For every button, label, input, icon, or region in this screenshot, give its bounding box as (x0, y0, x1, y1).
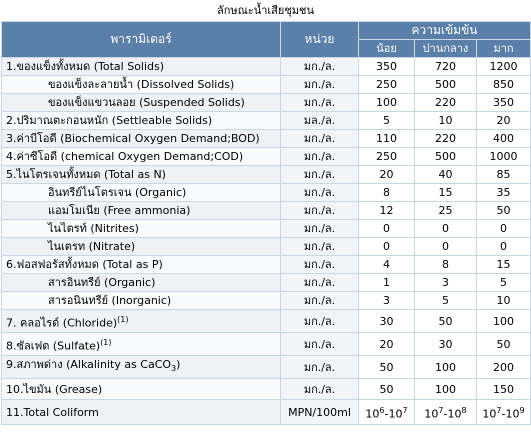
table-row (2, 400, 531, 425)
row-medium (415, 400, 477, 425)
row-parameter: 11.Total Coliform (2, 400, 281, 425)
row-unit: มก./ล. (281, 148, 359, 166)
row-low: 50 (359, 379, 415, 400)
row-unit: มก./ล. (281, 184, 359, 202)
base: -10 (443, 407, 462, 421)
row-unit: มก./ล. (281, 202, 359, 220)
param-text: 7. คลอไรด์ (Chloride) (6, 316, 118, 330)
row-high: 1200 (477, 58, 531, 76)
row-unit: มก./ล. (281, 310, 359, 333)
row-medium: 15 (415, 184, 477, 202)
row-low: 12 (359, 202, 415, 220)
footnote-mark: (1) (100, 337, 112, 347)
exp: 7 (438, 405, 444, 415)
row-unit: มก./ล. (281, 356, 359, 379)
row-low: 0 (359, 220, 415, 238)
row-unit: มก./ล. (281, 256, 359, 274)
row-unit: มก./ล. (281, 76, 359, 94)
row-high: 15 (477, 256, 531, 274)
row-unit: มก./ล. (281, 238, 359, 256)
row-low: 110 (359, 130, 415, 148)
row-unit: มก./ล. (281, 333, 359, 356)
base: 10 (424, 407, 439, 421)
row-high: 5 (477, 274, 531, 292)
param-tail: ) (176, 358, 181, 372)
base: -10 (384, 407, 403, 421)
row-low: 5 (359, 112, 415, 130)
table-row (2, 202, 531, 220)
row-medium: 0 (415, 238, 477, 256)
row-unit: มก./ล. (281, 58, 359, 76)
row-parameter: แอมโมเนีย (Free ammonia) (2, 202, 281, 220)
footnote-mark: (1) (117, 314, 129, 324)
table-title: ลักษณะน้ำเสียชุมชน (0, 0, 531, 22)
row-parameter: 4.ค่าซีโอดี (chemical Oxygen Demand;COD) (2, 148, 281, 166)
row-low: 30 (359, 310, 415, 333)
row-high: 20 (477, 112, 531, 130)
row-parameter (2, 333, 281, 356)
wastewater-table (1, 21, 531, 425)
header-high: มาก (477, 40, 531, 58)
row-low: 50 (359, 356, 415, 379)
row-unit: มก./ล. (281, 130, 359, 148)
row-high: 200 (477, 356, 531, 379)
row-high: 150 (477, 379, 531, 400)
row-parameter: 1.ของแข็งทั้งหมด (Total Solids) (2, 58, 281, 76)
base: -10 (501, 407, 520, 421)
row-parameter: อินทรีย์ไนโตรเจน (Organic) (2, 184, 281, 202)
table-row (2, 166, 531, 184)
row-medium: 25 (415, 202, 477, 220)
header-low: น้อย (359, 40, 415, 58)
row-medium: 10 (415, 112, 477, 130)
row-unit: มก./ล. (281, 166, 359, 184)
row-parameter (2, 310, 281, 333)
row-low: 20 (359, 166, 415, 184)
row-medium: 220 (415, 94, 477, 112)
row-high: 400 (477, 130, 531, 148)
row-parameter: 2.ปริมาณตะกอนหนัก (Settleable Solids) (2, 112, 281, 130)
table-row (2, 333, 531, 356)
row-high: 350 (477, 94, 531, 112)
exp: 6 (379, 405, 385, 415)
exp: 8 (461, 405, 467, 415)
row-medium: 5 (415, 292, 477, 310)
table-row (2, 112, 531, 130)
header-parameter: พารามิเตอร์ (2, 22, 281, 58)
row-parameter: สารอินทรีย์ (Organic) (2, 274, 281, 292)
table-row (2, 274, 531, 292)
table-row (2, 379, 531, 400)
row-high: 85 (477, 166, 531, 184)
row-unit: มก./ล. (281, 379, 359, 400)
row-medium: 30 (415, 333, 477, 356)
row-high: 10 (477, 292, 531, 310)
table-row (2, 256, 531, 274)
row-unit: มก./ล. (281, 274, 359, 292)
row-medium: 500 (415, 76, 477, 94)
row-parameter: ไนเตรท (Nitrate) (2, 238, 281, 256)
row-parameter: 3.ค่าบีโอดี (Biochemical Oxygen Demand;BOD) (2, 130, 281, 148)
row-medium: 500 (415, 148, 477, 166)
row-unit: มก./ล. (281, 220, 359, 238)
table-row (2, 94, 531, 112)
row-high: 50 (477, 202, 531, 220)
row-low: 100 (359, 94, 415, 112)
row-parameter: 10.ไขมัน (Grease) (2, 379, 281, 400)
param-text: 8.ซัลเฟต (Sulfate) (6, 339, 101, 353)
table-row (2, 184, 531, 202)
row-low: 4 (359, 256, 415, 274)
row-parameter: 6.ฟอสฟอรัสทั้งหมด (Total as P) (2, 256, 281, 274)
row-unit: มก./ล. (281, 292, 359, 310)
row-medium: 220 (415, 130, 477, 148)
row-medium: 8 (415, 256, 477, 274)
exp: 7 (496, 405, 502, 415)
row-high: 50 (477, 333, 531, 356)
row-parameter: ไนไตรท์ (Nitrites) (2, 220, 281, 238)
row-medium: 720 (415, 58, 477, 76)
table-row (2, 238, 531, 256)
base: 10 (365, 407, 380, 421)
header-medium: ปานกลาง (415, 40, 477, 58)
row-medium: 0 (415, 220, 477, 238)
base: 10 (482, 407, 497, 421)
row-unit: มก./ล. (281, 94, 359, 112)
row-medium: 50 (415, 310, 477, 333)
row-medium: 40 (415, 166, 477, 184)
subscript: 3 (171, 364, 177, 374)
row-low: 8 (359, 184, 415, 202)
row-medium: 3 (415, 274, 477, 292)
row-high (477, 400, 531, 425)
row-low: 20 (359, 333, 415, 356)
table-row (2, 58, 531, 76)
row-parameter: 5.ไนโตรเจนทั้งหมด (Total as N) (2, 166, 281, 184)
row-parameter: ของแข็งแขวนลอย (Suspended Solids) (2, 94, 281, 112)
row-high: 100 (477, 310, 531, 333)
row-low: 0 (359, 238, 415, 256)
header-concentration: ความเข้มข้น (359, 22, 531, 40)
row-high: 850 (477, 76, 531, 94)
table-row (2, 292, 531, 310)
table-row (2, 356, 531, 379)
exp: 9 (519, 405, 525, 415)
table-row (2, 76, 531, 94)
row-low: 250 (359, 148, 415, 166)
row-low: 3 (359, 292, 415, 310)
row-unit: มล./ล. (281, 112, 359, 130)
row-high: 1000 (477, 148, 531, 166)
row-parameter: สารอนินทรีย์ (Inorganic) (2, 292, 281, 310)
row-parameter (2, 356, 281, 379)
table-row (2, 130, 531, 148)
row-low: 350 (359, 58, 415, 76)
row-medium: 100 (415, 356, 477, 379)
row-high: 0 (477, 220, 531, 238)
table-row (2, 148, 531, 166)
row-unit: MPN/100ml (281, 400, 359, 425)
row-low (359, 400, 415, 425)
exp: 7 (402, 405, 408, 415)
header-unit: หน่วย (281, 22, 359, 58)
row-low: 250 (359, 76, 415, 94)
row-parameter: ของแข็งละลายน้ำ (Dissolved Solids) (2, 76, 281, 94)
param-text: 9.สภาพด่าง (Alkalinity as CaCO (6, 358, 172, 372)
row-low: 1 (359, 274, 415, 292)
row-high: 35 (477, 184, 531, 202)
table-row (2, 220, 531, 238)
table-row (2, 310, 531, 333)
row-medium: 100 (415, 379, 477, 400)
row-high: 0 (477, 238, 531, 256)
